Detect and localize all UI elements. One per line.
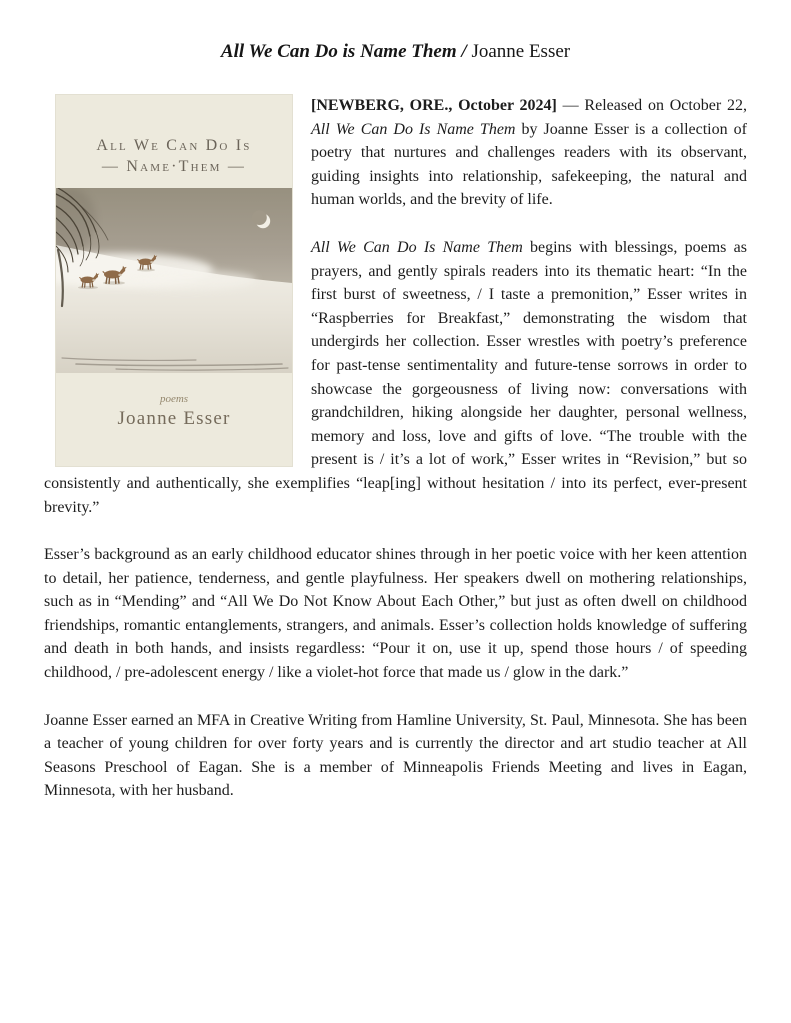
text-run: begins with blessings, poems as prayers, and gently spirals readers into its thematic heart: “In the first burst of sweetness, / I taste a premonition,” Esser writes in “Raspberries for Breakfast,” demonstrating the wisdom that undergirds her collection. Esser wrestles with poetry’s preference for past-tense sentimentality and future-tense sorrows in order to showcase the gorgeousness of living now: conversations with grandchildren, hiking alongside her daughter, personal wellness, memory and loss, love and gifts of love. “The trouble with the present is / it’s a lot of work,” Esser writes in “Revision,” but so consistently and authentically, she exemplifies “leap[ing] without hesitation / into its perfect, ever-present brevity.” (44, 238, 747, 516)
page-title (44, 40, 747, 64)
book-cover-author-name: Joanne Esser (117, 408, 231, 429)
book-cover-title-line2: — Name·Them — (101, 158, 247, 175)
book-cover (55, 94, 293, 467)
book-cover-title-band (56, 95, 292, 188)
book-cover-title-line1: All We Can Do Is (96, 137, 252, 154)
text-run: — Released on October 22, (556, 97, 747, 114)
light-beam-2 (116, 270, 256, 290)
text-run: All We Can Do Is Name Them (311, 238, 523, 256)
text-run: [NEWBERG, ORE., October 2024] (311, 97, 557, 114)
page-title-author: Joanne Esser (466, 41, 571, 62)
book-cover-genre-label: poems (159, 393, 189, 405)
text-run: by Joanne Esser is a collection of poetry that nurtures and challenges readers with its observant, guiding insights into relationship, safekeeping, the natural and human worlds, and the brevity of life. (311, 120, 747, 209)
press-release-content (44, 94, 747, 803)
text-run: All We Can Do Is Name Them (311, 120, 516, 138)
winter-scene-illustration (56, 188, 292, 373)
press-release-paragraph-background (44, 543, 747, 685)
book-cover-author-band (56, 373, 292, 466)
text-run: Joanne Esser earned an MFA in Creative Writing from Hamline University, St. Paul, Minnesota. She has been a teacher of young children for over forty years and is currently the director and art studio teacher at All Seasons Preschool of Eagan. She is a member of Minneapolis Friends Meeting and lives in Eagan, Minnesota, with her husband. (44, 711, 747, 800)
text-run: Esser’s background as an early childhood educator shines through in her poetic voice with her keen attention to detail, her patience, tenderness, and gentle playfulness. Her speakers dwell on mothering relationships, such as in “Mending” and “All We Do Not Know About Each Other,” but just as often dwell on childhood friendships, romantic entanglements, strangers, and animals. Esser’s collection holds knowledge of suffering and death in both hands, and insists regardless: “Pour it on, use it up, spend those hours / of speeding childhood, / pre-adolescent energy / like a violet-hot force that made us / glow in the dark.” (44, 546, 747, 682)
page-title-book: All We Can Do is Name Them / (220, 41, 467, 62)
press-release-paragraph-bio (44, 709, 747, 803)
